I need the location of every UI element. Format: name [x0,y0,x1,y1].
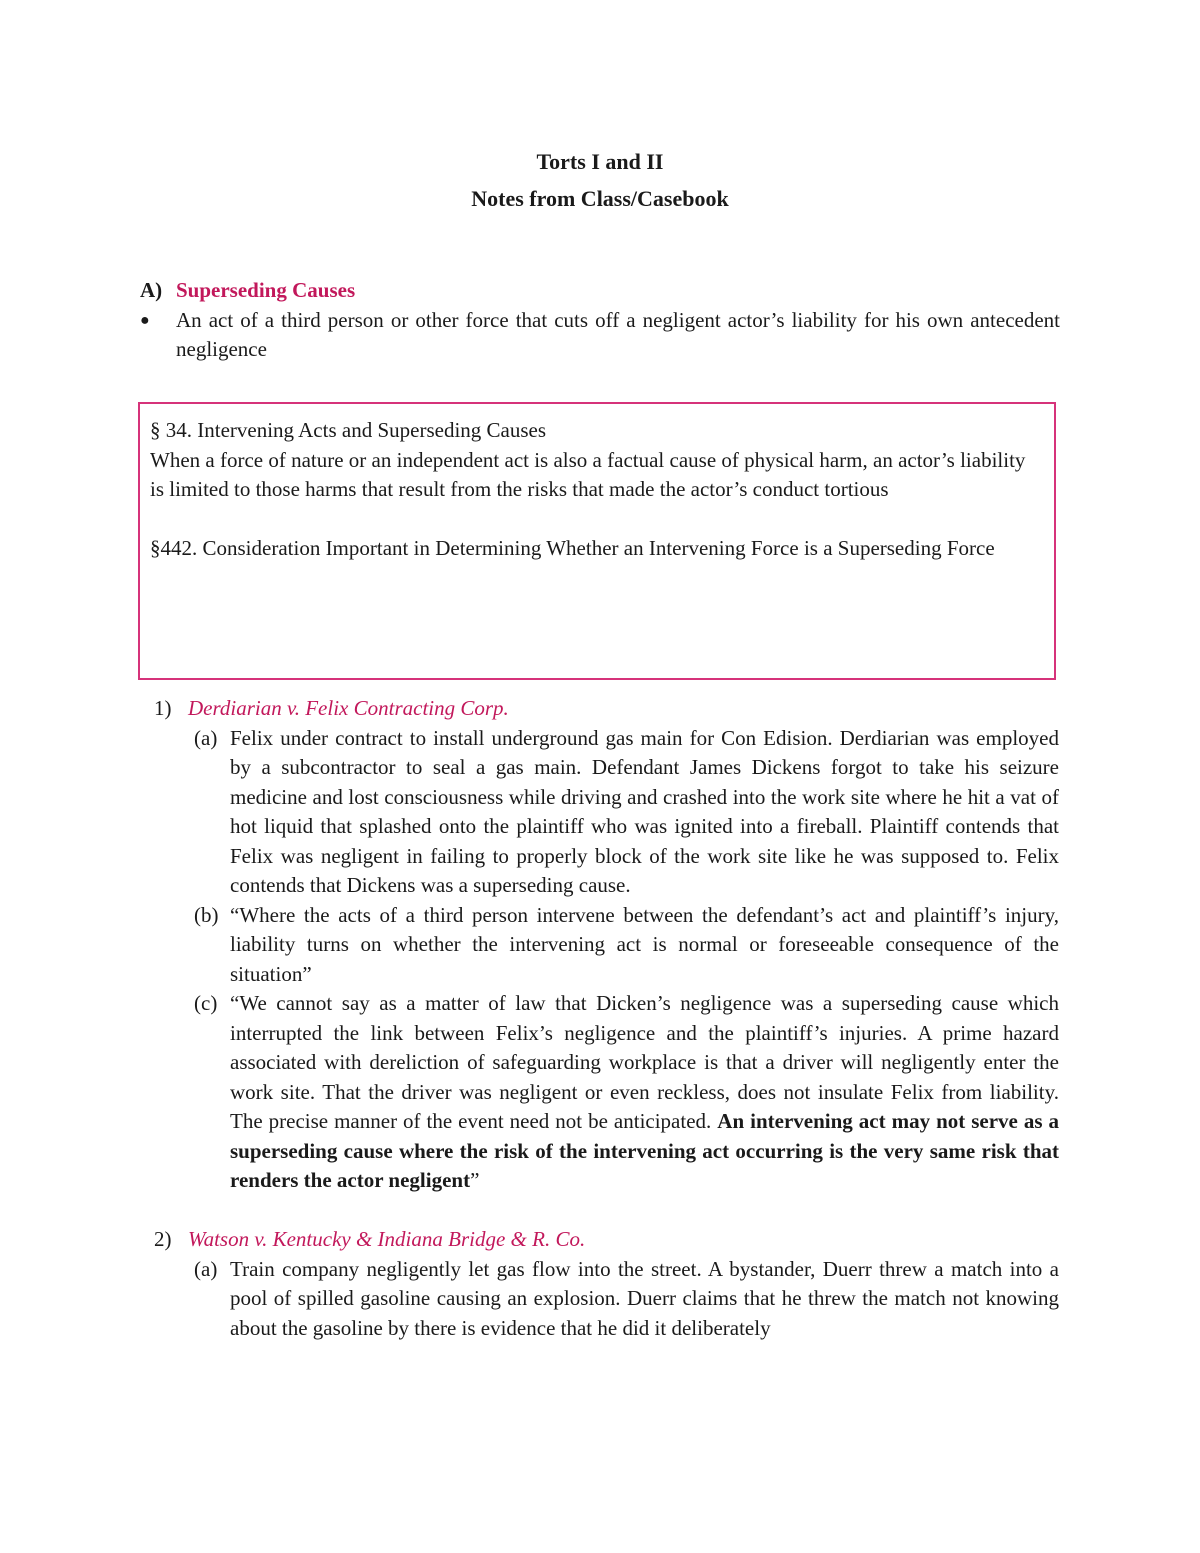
case-point-a [194,1255,1059,1344]
point-text-plain: “We cannot say as a matter of law that Dicken’s negligence was a superseding cause which interrupted the link between Felix’s negligence and the plaintiff’s injuries. A prime hazard associated with dereliction of safeguarding workplace is that a driver will negligently enter the work site. That the driver was negligent or even reckless, does not insulate Felix from liability. The precise manner of the event need not be anticipated. [230,991,1059,1133]
case-name: Watson v. Kentucky & Indiana Bridge & R. Co. [188,1227,586,1251]
restatement-box [138,402,1056,680]
case-number: 2) [154,1227,172,1251]
case-derdiarian [154,694,1059,1196]
closing-quote: ” [470,1168,480,1192]
case-heading [154,694,1059,724]
section-title: Superseding Causes [176,278,356,302]
s34-heading: § 34. Intervening Acts and Superseding Causes [150,418,547,442]
holding-bold: An intervening act may not serve as a superseding cause where the risk of the intervening act occurring is the very same risk that renders the actor negligent [230,1109,1060,1192]
case-list [154,694,1059,1373]
case-point-b [194,901,1059,990]
bullet-item [140,306,1060,365]
bullet-icon: ● [140,311,150,329]
point-text: Train company negligently let gas flow into the street. A bystander, Duerr threw a match into a pool of spilled gasoline causing an explosion. Duerr claims that he threw the match not knowing about the gasoline by there is evidence that he did it deliberately [230,1256,1059,1340]
s442-heading: §442. Consideration Important in Determining Whether an Intervening Force is a Superseding Force [150,536,995,560]
spacer [150,505,1044,535]
section-heading [140,276,1060,306]
point-text: “Where the acts of a third person intervene between the defendant’s act and plaintiff’s injury, liability turns on whether the intervening act is normal or foreseeable consequence of the situation” [230,902,1059,986]
s34-text: When a force of nature or an independent act is also a factual cause of physical harm, an actor’s liability is limited to those harms that result from the risks that made the actor’s conduct tortious [150,447,1026,501]
point-label: (b) [194,902,219,927]
section-superseding-causes [140,276,1060,365]
point-label: (a) [194,725,218,750]
case-point-a [194,724,1059,901]
bullet-text: An act of a third person or other force that cuts off a negligent actor’s liability for his own antecedent negligence [176,307,1060,361]
case-heading [154,1225,1059,1255]
doc-title: Torts I and II [536,149,664,174]
section-letter: A) [140,278,163,302]
point-label: (c) [194,991,218,1015]
case-point-c [194,989,1059,1196]
case-name: Derdiarian v. Felix Contracting Corp. [188,696,509,720]
title-block [0,143,1200,217]
point-text: Felix under contract to install underground gas main for Con Edision. Derdiarian was employed by a subcontractor to seal a gas main. Defendant James Dickens forgot to take his seizure medicine and lost consciousness while driving and crashed into the work site where he hit a vat of hot liquid that splashed onto the plaintiff who was ignited into a fireball. Plaintiff contends that Felix was negligent in failing to properly block of the work site like he was supposed to. Felix contends that Dickens was a superseding cause. [230,725,1059,897]
point-label: (a) [194,1256,218,1281]
case-number: 1) [154,696,172,720]
doc-subtitle: Notes from Class/Casebook [471,186,729,211]
point-text [230,989,1059,1196]
case-watson [154,1225,1059,1343]
